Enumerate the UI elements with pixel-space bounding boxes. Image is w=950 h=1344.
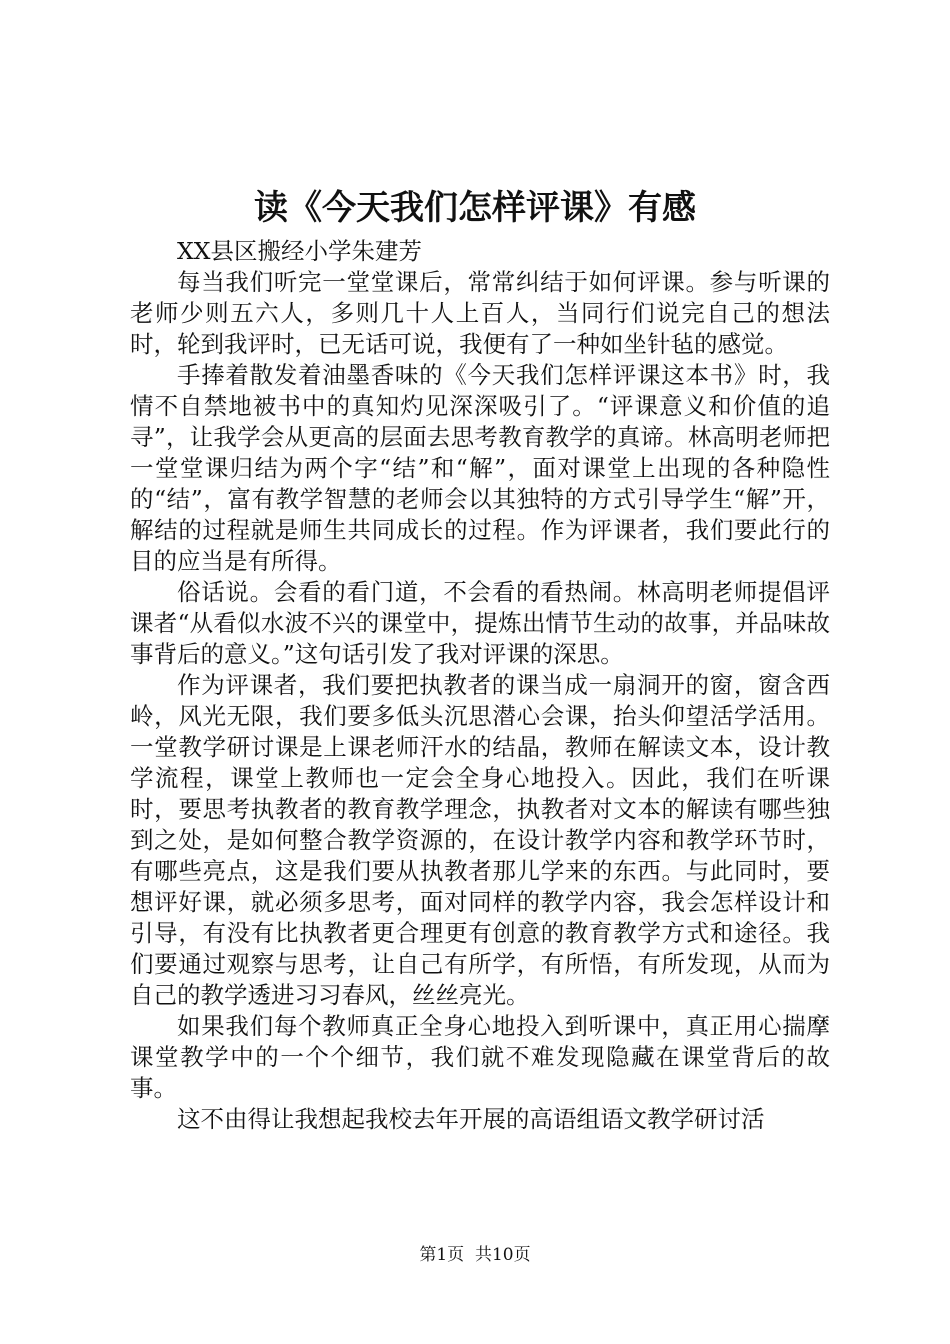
paragraph-6: 这不由得让我想起我校去年开展的高语组语文教学研讨活	[177, 1105, 765, 1133]
paragraph-1: 每当我们听完一堂堂课后，常常纠结于如何评课。参与听课的老师少则五六人，多则几十人上百人，当同行们说完自己的想法时，轮到我评时，已无话可说，我便有了一种如坐针毡的感觉。	[130, 268, 830, 358]
author-line: XX县区搬经小学朱建芳	[177, 237, 422, 265]
document-body	[130, 236, 830, 1135]
paragraph-5: 如果我们每个教师真正全身心地投入到听课中，真正用心揣摩课堂教学中的一个个细节，我们就不难发现隐藏在课堂背后的故事。	[130, 1012, 830, 1102]
paragraph-3: 俗话说。会看的看门道，不会看的看热闹。林高明老师提倡评课者“从看似水波不兴的课堂中，提炼出情节生动的故事，并品味故事背后的意义。”这句话引发了我对评课的深思。	[130, 578, 830, 668]
paragraph-4: 作为评课者，我们要把执教者的课当成一扇洞开的窗，窗含西岭，风光无限，我们要多低头沉思潜心会课，抬头仰望活学活用。一堂教学研讨课是上课老师汗水的结晶，教师在解读文本，设计教学流程，课堂上教师也一定会全身心地投入。因此，我们在听课时，要思考执教者的教育教学理念，执教者对文本的解读有哪些独到之处，是如何整合教学资源的，在设计教学内容和教学环节时，有哪些亮点，这是我们要从执教者那儿学来的东西。与此同时，要想评好课，就必须多思考，面对同样的教学内容，我会怎样设计和引导，有没有比执教者更合理更有创意的教育教学方式和途径。我们要通过观察与思考，让自己有所学，有所悟，有所发现，从而为自己的教学透进习习春风，丝丝亮光。	[130, 671, 830, 1009]
paragraph-2: 手捧着散发着油墨香味的《今天我们怎样评课这本书》时，我情不自禁地被书中的真知灼见深深吸引了。“评课意义和价值的追寻”，让我学会从更高的层面去思考教育教学的真谛。林高明老师把一堂堂课归结为两个字“结”和“解”，面对课堂上出现的各种隐性的“结”，富有教学智慧的老师会以其独特的方式引导学生“解”开，解结的过程就是师生共同成长的过程。作为评课者，我们要此行的目的应当是有所得。	[130, 361, 830, 575]
document-title: 读《今天我们怎样评课》有感	[254, 188, 696, 228]
page-number-footer: 第1页 共10页	[419, 1245, 531, 1265]
